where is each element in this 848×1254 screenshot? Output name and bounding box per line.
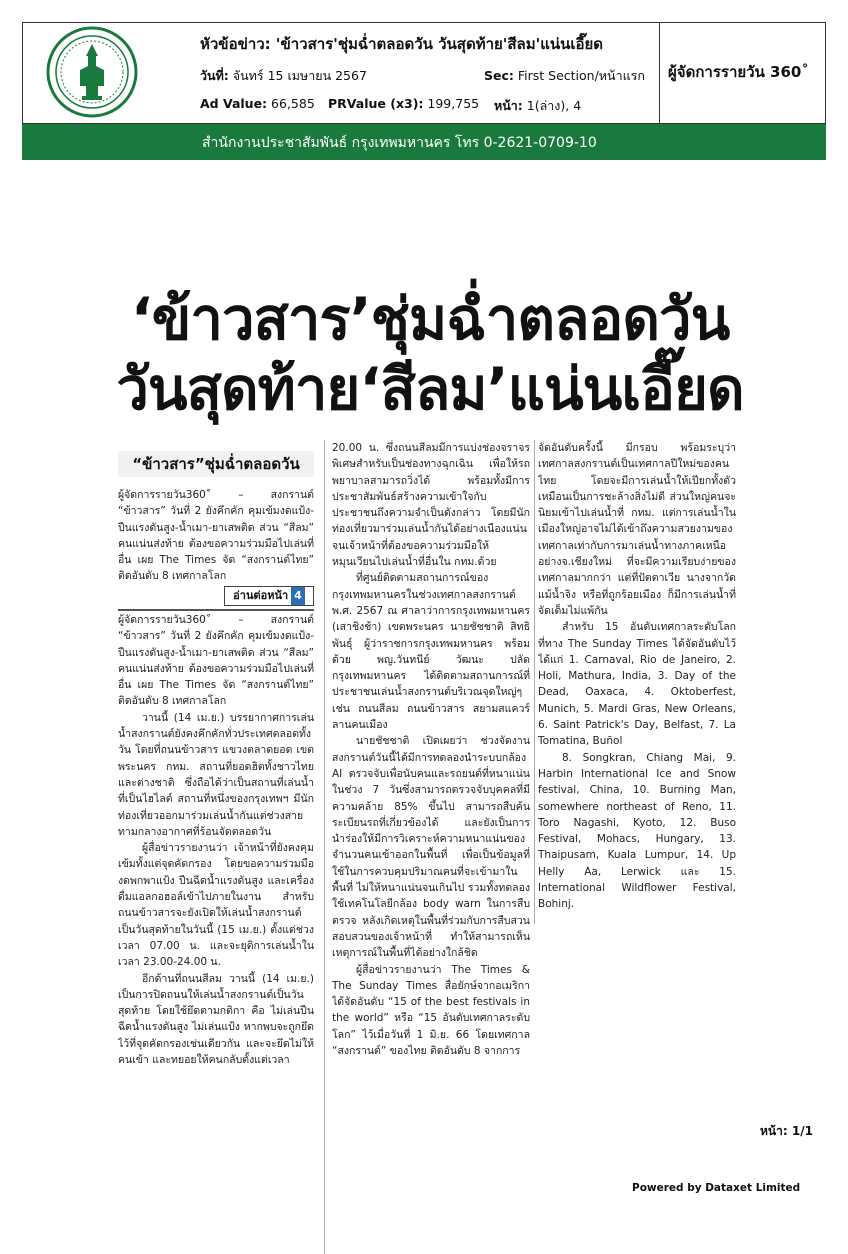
page-label: หน้า: <box>494 98 523 113</box>
paragraph: ที่ศูนย์ติดตามสถานการณ์ของกรุงเทพมหานครในช่วงเทศกาลสงกรานต์ พ.ศ. 2567 ณ ศาลาว่าการกรุงเทพมหานคร (เสาชิงช้า) เขตพระนคร นายชัชชาติ สิทธิพันธุ์ ผู้ว่าราชการกรุงเทพมหานคร พร้อมด้วย พญ.วันทนีย์ วัฒนะ ปลัดกรุงเทพมหานคร ได้ติดตามสถานการณ์ที่ประชาชนเล่นน้ำสงกรานต์บริเวณจุดใหญ่ๆ เช่น ถนนสีลม ถนนข้าวสาร สยามสแควร์ ลานคนเมือง <box>332 572 530 732</box>
paragraph: ผู้สื่อข่าวรายงานว่า เจ้าหน้าที่ยังคงคุมเข้มทั้งแต่จุดคัดกรอง โดยขอความร่วมมืองดพกพาแป้ง ปืนฉีดน้ำแรงดันสูง และเครื่องดื่มแอลกอฮอล์เข้าไปภายในงาน สำหรับถนนข้าวสารจะยังเปิดให้เล่นน้ำสงกรานต์เป็นวันสุดท้ายในวันนี้ (15 เม.ย.) ตั้งแต่ช่วงเวลา 07.00 น. และจะยุติการเล่นน้ำในเวลา 23.00-24.00 น. <box>118 842 314 969</box>
paragraph: อีกด้านที่ถนนสีลม วานนี้ (14 เม.ย.) เป็นการปิดถนนให้เล่นน้ำสงกรานต์เป็นวันสุดท้าย โดยใช้ยึดตามกติกา คือ ไม่เล่นปืนฉีดน้ำแรงดันสูง ไม่เล่นแป้ง หากพบจะถูกยึดไว้ที่จุดคัดกรองเช่นเดียวกัน และจะยึดไม่ให้คนเข้า และทยอยให้คนกลับตั้งแต่เวลา <box>118 972 314 1067</box>
headline-value: 'ข้าวสาร'ชุ่มฉ่ำตลอดวัน วันสุดท้าย'สีลม'แน่นเอี๊ยด <box>275 35 604 53</box>
column-rule <box>534 440 535 924</box>
date-label: วันที่: <box>200 68 229 83</box>
ad-value: 66,585 <box>271 96 315 111</box>
paragraph: 8. Songkran, Chiang Mai, 9. Harbin International Ice and Snow festival, China, 10. Burning Man, somewhere northeast of Reno, 11. Toro Nagashi, Kyoto, 12. Buso Festival, Mohacs, Hungary, 13. Thaipusam, Kuala Lumpur, 14. Up Helly Aa, Lerwick และ 15. International Wildflower Festival, Bohinj. <box>538 751 736 911</box>
paragraph: ผู้สื่อข่าวรายงานว่า The Times & The Sunday Times สื่อยักษ์จากอเมริกา ได้จัดอันดับ “15 of the best festivals in the world” หรือ “15 อันดับเทศกาลระดับโลก” ไว้เมื่อวันที่ 1 มิ.ย. 66 โดยเทศกาล “สงกรานต์” ของไทย ติดอันดับ 8 จากการ <box>332 963 530 1057</box>
column-separator <box>118 609 314 611</box>
read-more-page: 4 <box>291 587 305 605</box>
section-label: Sec: <box>484 68 514 83</box>
powered-by: Powered by Dataxet Limited <box>632 1182 801 1194</box>
headline-row <box>200 32 603 56</box>
office-contact: สำนักงานประชาสัมพันธ์ กรุงเทพมหานคร โทร 0-2621-0709-10 <box>202 135 597 151</box>
publication-name: ผู้จัดการรายวัน 360˚ <box>668 63 809 81</box>
paragraph: จัดอันดับครั้งนี้ มีกรอบ พร้อมระบุว่า เทศกาลสงกรานต์เป็นเทศกาลปีใหม่ของคนไทย โดยจะมีการเล่นน้ำให้เปียกทั้งตัว เหมือนเป็นการชะล้างสิ่งไม่ดี ส่วนใหญ่คนจะนิยมเข้าไปเล่นน้ำที่ กทม. แต่การเล่นน้ำในเมืองใหญ่อาจไม่ได้เข้าถึงความสวยงามของเทศกาลเท่ากับการมาเล่นน้ำทางภาคเหนือ อย่างจ.เชียงใหม่ ที่จะมีความเรียบง่ายของเทศกาลมากกว่า แต่ที่ปัตตาเวีย นางจากวัด แม้นํ้าจิง หรือที่ถูกร้อยเมือง ก็มีการเล่นน้ำที่จัดเต็มไม่แพ้กัน <box>538 442 736 617</box>
article-title-line2: วันสุดท้าย‘สีลม’แน่นเอี๊ยด <box>116 355 744 423</box>
paragraph: ผู้จัดการรายวัน360˚ – สงกรานต์ “ข้าวสาร” วันที่ 2 ยังคึกคัก คุมเข้มงดแป้ง-ปืนแรงดันสูง-น้ำเมา-ยาเสพติด ส่วน “สีลม” คนแน่นส่งท้าย ต้องขอความร่วมมือไปเล่นที่อื่น เผย The Times จัด “สงกรานต์ไทย” ติดอันดับ 8 เทศกาลโลก <box>118 614 314 708</box>
article-subhead: “ข้าวสาร”ชุ่มฉ่ำตลอดวัน <box>118 451 314 477</box>
date-value: จันทร์ 15 เมษายน 2567 <box>232 68 367 83</box>
article-column-1 <box>118 612 314 1250</box>
pr-value-row <box>328 96 479 111</box>
ad-value-row <box>200 96 315 111</box>
paragraph: สำหรับ 15 อันดับเทศกาลระดับโลกที่ทาง The Sunday Times ได้จัดอันดับไว้ ได้แก่ 1. Carnaval, Rio de Janeiro, 2. Holi, Mathura, India, 3. Day of the Dead, Oaxaca, 4. Oktoberfest, Munich, 5. Mardi Gras, New Orleans, 6. Saint Patrick's Day, Belfast, 7. La Tomatina, Buñol <box>538 621 736 748</box>
teaser-paragraph: ผู้จัดการรายวัน360˚ – สงกรานต์ “ข้าวสาร” วันที่ 2 ยังคึกคัก คุมเข้มงดแป้ง-ปืนแรงดันสูง-น้ำเมา-ยาเสพติด ส่วน “สีลม” คนแน่นส่งท้าย ต้องขอความร่วมมือไปเล่นที่อื่น เผย The Times จัด “สงกรานต์ไทย” ติดอันดับ 8 เทศกาลโลก <box>118 489 314 583</box>
paragraph: 20.00 น. ซึ่งถนนสีลมมีการแบ่งช่องจราจรพิเศษสำหรับเป็นช่องทางฉุกเฉิน เพื่อให้รถพยาบาลสามารถวิ่งได้ พร้อมทั้งมีการประชาสัมพันธ์สร้างความเข้าใจกับประชาชนถึงความจำเป็นดังกล่าว โดยมีนักท่องเที่ยวมาร่วมเล่นน้ำกันได้อย่างเนืองแน่น จนเจ้าหน้าที่ต้องขอความร่วมมือให้หมุนเวียนไปเล่นน้ำที่อื่นใน กทม.ด้วย <box>332 442 530 569</box>
page-value: 1(ล่าง), 4 <box>526 98 582 113</box>
article-column-2 <box>332 440 530 1254</box>
page-number <box>760 1122 813 1141</box>
read-more-link[interactable] <box>224 586 314 606</box>
article-column-3 <box>538 440 736 924</box>
pr-value-label: PRValue (x3): <box>328 96 424 111</box>
page-number-label: หน้า: <box>760 1124 788 1138</box>
pr-value: 199,755 <box>427 96 480 111</box>
date-row <box>200 66 367 86</box>
section-row <box>484 66 645 86</box>
headline-label: หัวข้อข่าว: <box>200 35 271 53</box>
article-title-line1: ‘ข้าวสาร’ชุ่มฉ่ำตลอดวัน <box>130 285 730 353</box>
ad-value-label: Ad Value: <box>200 96 268 111</box>
paragraph: นายชัชชาติ เปิดเผยว่า ช่วงจัดงานสงกรานต์วันนี้ได้มีการทดลองนำระบบกล้อง AI ตรวจจับเพื่อนับคนและรถยนต์ที่หนาแน่นในช่วง 7 วันซึ่งสามารถตรวจจับบุคคลที่มีความคล้าย 85% ขึ้นไป สามารถสืบค้นระเบียนรถที่เกี่ยวข้องได้ และยังเป็นการนำร่องให้มีการวิเคราะห์ความหนาแน่นของจำนวนคนเข้าออกในพื้นที่ เพื่อเป็นข้อมูลที่ใช้ในการควบคุมปริมาณคนที่จะเข้ามาในพื้นที่ ไม่ให้หนาแน่นจนเกินไป รวมทั้งทดลองใช้เทคโนโลยีกล้อง body warn ในการสืบตรวจ หลังเกิดเหตุในพื้นที่ร่วมกับการสืบสวนสอบสวนของเจ้าหน้าที่ ทำให้สามารถเห็นเหตุการณ์ในพื้นที่ได้อย่างใกล้ชิด <box>332 735 530 960</box>
page-row <box>494 96 581 116</box>
paragraph: วานนี้ (14 เม.ย.) บรรยากาศการเล่นน้ำสงกรานต์ยังคงคึกคักทั่วประเทศตลอดทั้งวัน โดยที่ถนนข้าวสาร แขวงตลาดยอด เขตพระนคร กทม. สถานที่ยอดฮิตทั้งชาวไทยและต่างชาติ ซึ่งถือได้ว่าเป็นสถานที่เล่นน้ำที่เป็นไฮไลต์ สถานที่หนึ่งของกรุงเทพฯ มีนักท่องเที่ยวออกมาร่วมเล่นน้ำกันแต่ช่วงสาย ทามกลางอากาศที่ร้อนจัดตลอดวัน <box>118 711 314 838</box>
bangkok-seal-logo <box>46 26 138 118</box>
page-number-value: 1/1 <box>791 1124 813 1138</box>
section-value: First Section/หน้าแรก <box>517 68 645 83</box>
column-rule <box>324 440 325 1254</box>
office-bar <box>22 124 826 160</box>
header-divider <box>659 22 660 124</box>
read-more-label: อ่านต่อหน้า <box>233 589 289 602</box>
